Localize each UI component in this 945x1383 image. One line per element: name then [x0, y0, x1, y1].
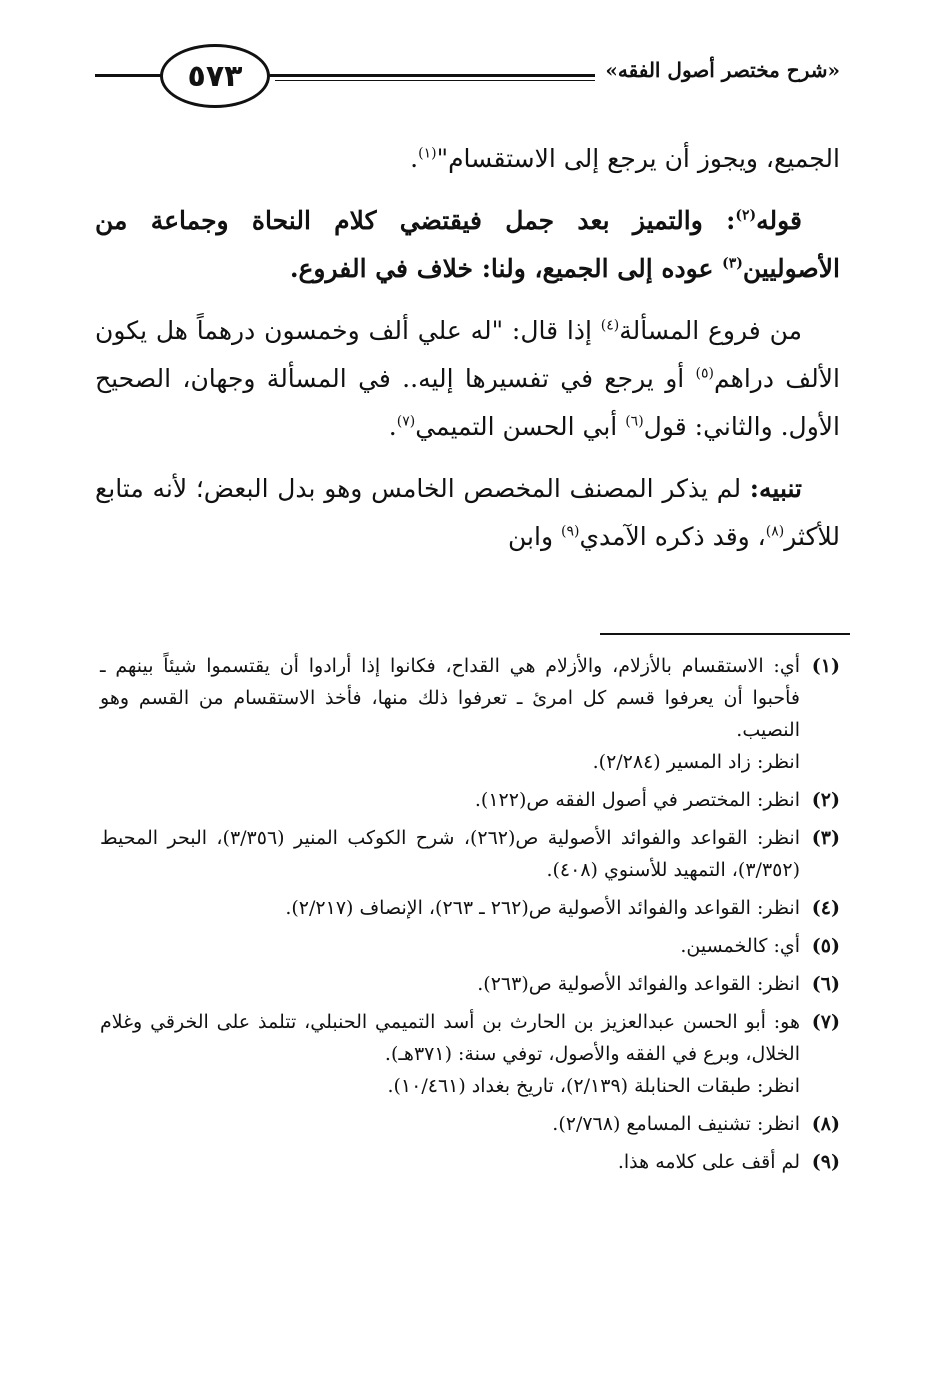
footnote-number: (٨) [811, 1113, 840, 1135]
footnote-ref: (٩) [561, 523, 580, 540]
footnote-body [100, 650, 800, 778]
footnote-ref: (٤) [600, 317, 620, 334]
footnote-body [100, 1006, 800, 1102]
header-rule-thin [275, 80, 620, 81]
footnote-number: (٧) [811, 1011, 840, 1033]
footnote-body [100, 968, 800, 1000]
p4-b: ، وقد ذكره الآمدي [579, 522, 766, 551]
page-number: ٥٧٣ [160, 44, 270, 108]
footnote-body [100, 784, 800, 816]
p2-b: : والتميز بعد جمل فيقتضي كلام النحاة وجماعة من الأصوليين [95, 206, 840, 283]
footnote-line: انظر: طبقات الحنابلة (٢/١٣٩)، تاريخ بغداد (١٠/٤٦١). [387, 1075, 800, 1097]
p2-a: قوله [756, 206, 802, 235]
footnote-number: (٣) [811, 827, 840, 849]
footnote-2 [100, 784, 840, 816]
footnote-ref: (٣) [722, 255, 743, 272]
footnote-8 [100, 1108, 840, 1140]
footnote-number: (٩) [811, 1151, 840, 1173]
paragraph-4 [95, 465, 840, 561]
p1-text: الجميع، ويجوز أن يرجع إلى الاستقسام" [436, 144, 840, 173]
footnote-number: (٥) [811, 935, 840, 957]
footnote-line: انظر: زاد المسير (٢/٢٨٤). [592, 751, 800, 773]
p1-end: . [410, 144, 419, 173]
p3-a: من فروع المسألة [619, 316, 802, 345]
footnotes [100, 650, 840, 1184]
footnote-number: (١) [811, 655, 840, 677]
footnote-3 [100, 822, 840, 886]
paragraph-3 [95, 307, 840, 451]
footnote-4 [100, 892, 840, 924]
footnote-body [100, 892, 800, 924]
footnote-body [100, 822, 800, 886]
footnote-line: انظر: القواعد والفوائد الأصولية ص(٢٦٢ ـ ٢٦٣)، الإنصاف (٢/٢١٧). [285, 897, 800, 919]
footnote-9 [100, 1146, 840, 1178]
paragraph-1 [95, 135, 840, 183]
footnote-6 [100, 968, 840, 1000]
running-title: «شرح مختصر أصول الفقه» [595, 58, 840, 82]
footnote-line: أي: كالخمسين. [680, 935, 800, 957]
footnote-line: لم أقف على كلامه هذا. [617, 1151, 800, 1173]
p4-a: لم يذكر المصنف المخصص الخامس وهو بدل البعض؛ لأنه متابع للأكثر [95, 474, 840, 551]
footnote-line: انظر: تشنيف المسامع (٢/٧٦٨). [552, 1113, 800, 1135]
footnote-ref: (٢) [735, 207, 757, 224]
p4-label: تنبيه: [749, 474, 802, 503]
footnote-separator [600, 633, 850, 635]
footnote-number: (٦) [811, 973, 840, 995]
footnote-body [100, 1146, 800, 1178]
footnote-7 [100, 1006, 840, 1102]
page-header [95, 40, 840, 110]
footnote-number: (٢) [811, 789, 840, 811]
p3-d: أبي الحسن التميمي [415, 412, 626, 441]
paragraph-2 [95, 197, 840, 293]
footnote-number: (٤) [811, 897, 840, 919]
footnote-body [100, 1108, 800, 1140]
p3-c: أو يرجع في تفسيرها إليه.. في المسألة وجهان، الصحيح الأول. والثاني: قول [95, 364, 840, 441]
footnote-ref: (٧) [396, 413, 416, 430]
footnote-line: انظر: القواعد والفوائد الأصولية ص(٢٦٢)، شرح الكوكب المنير (٣/٣٥٦)، البحر المحيط (٣/٣٥٢)، التمهيد للأسنوي (٤٠٨). [100, 827, 800, 881]
footnote-5 [100, 930, 840, 962]
footnote-ref: (٨) [765, 523, 785, 540]
footnote-ref: (٥) [695, 365, 714, 382]
footnote-1 [100, 650, 840, 778]
footnote-body [100, 930, 800, 962]
p3-b: إذا قال: "له علي ألف وخمسون درهماً هل يكون الألف دراهم [95, 316, 840, 393]
footnote-line: انظر: القواعد والفوائد الأصولية ص(٢٦٣). [477, 973, 800, 995]
footnote-line: انظر: المختصر في أصول الفقه ص(١٢٢). [474, 789, 800, 811]
footnote-ref: (١) [418, 145, 437, 162]
footnote-ref: (٦) [625, 413, 644, 430]
main-text [95, 135, 840, 575]
p2-c: عوده إلى الجميع، ولنا: خلاف في الفروع. [289, 254, 723, 283]
p3-e: . [388, 412, 397, 441]
footnote-line: أي: الاستقسام بالأزلام، والأزلام هي القداح، فكانوا إذا أرادوا أن يقتسموا شيئاً بينهم ـ فأحبوا أن يعرفوا قسم كل امرئ ـ تعرفوا ذلك منها، فأخذ الاستقسام من القسم وهو النصيب. [100, 655, 800, 741]
p4-c: وابن [508, 522, 561, 551]
footnote-line: هو: أبو الحسن عبدالعزيز بن الحارث بن أسد التميمي الحنبلي، تتلمذ على الخرقي وغلام الخلال، وبرع في الفقه والأصول، توفي سنة: (٣٧١هـ). [100, 1011, 800, 1065]
